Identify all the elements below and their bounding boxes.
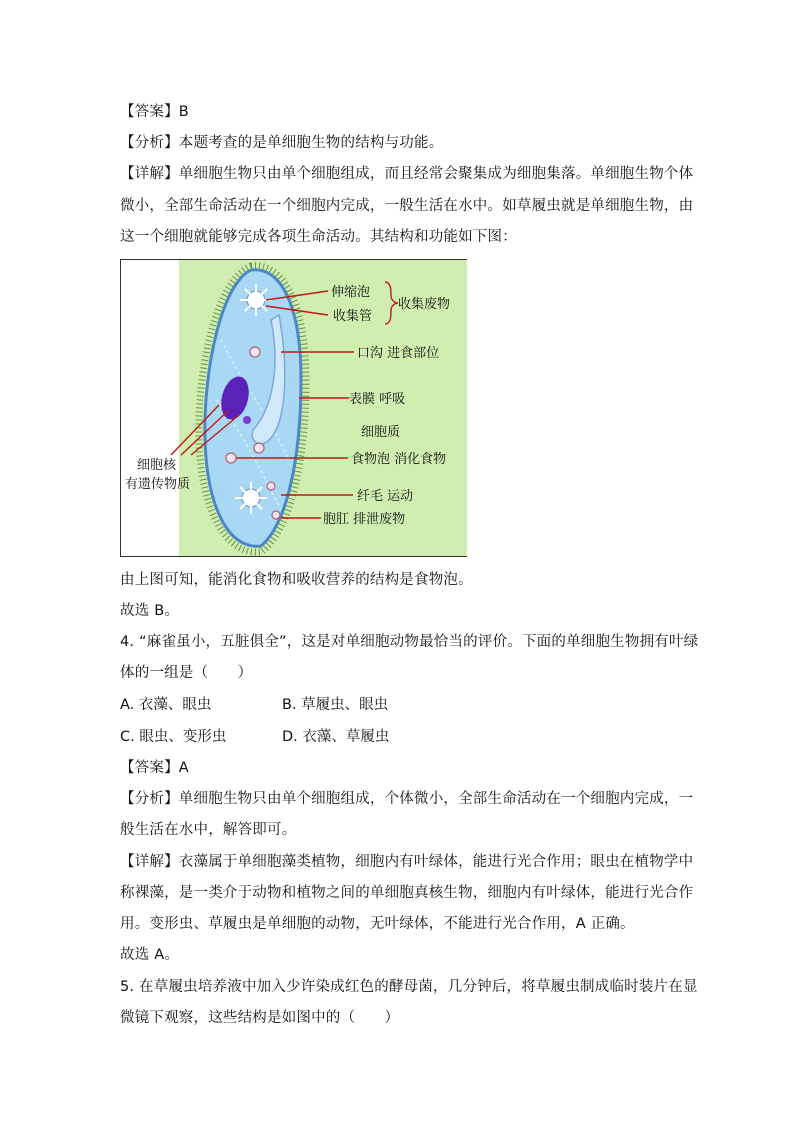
q4-option-d: D. 衣藻、草履虫 [282,729,390,745]
label-pellicle: 表膜 呼吸 [349,392,406,407]
q4-stem-line1: 4. “麻雀虽小，五脏俱全”，这是对单细胞动物最恰当的评价。下面的单细胞生物拥有叶绿 [120,634,699,650]
paramecium-diagram [121,260,467,556]
q3-detail-line3: 这一个细胞就能够完成各项生命活动。其结构和功能如下图： [120,229,517,245]
q3-analysis: 【分析】本题考查的是单细胞生物的结构与功能。 [120,135,444,151]
label-oral-groove: 口沟 进食部位 [357,346,440,361]
label-cytoplasm: 细胞质 [361,425,401,440]
label-genetic-material: 有遗传物质 [125,477,191,492]
paramecium-figure [120,259,467,557]
food-vacuole [254,443,264,453]
label-anal-pore: 胞肛 排泄废物 [323,512,406,527]
food-vacuole [272,511,280,519]
q4-option-b: B. 草履虫、眼虫 [282,697,389,713]
q4-option-a: A. 衣藻、眼虫 [120,697,212,713]
food-vacuole [226,453,236,463]
q5-stem-line2: 微镜下观察，这些结构是如图中的（ ） [120,1010,400,1026]
q4-analysis-line2: 般生活在水中，解答即可。 [120,822,297,838]
label-contractile-vacuole: 伸缩泡 [331,285,371,300]
q4-detail-line2: 称裸藻，是一类介于动物和植物之间的单细胞真核生物，细胞内有叶绿体，能进行光合作 [120,885,694,901]
food-vacuole [250,347,260,357]
micronucleus [243,416,251,424]
q3-choose: 故选 B。 [120,603,180,619]
q4-option-c: C. 眼虫、变形虫 [120,729,227,745]
food-vacuole [267,482,275,490]
q4-choose: 故选 A。 [120,947,180,963]
label-collect-waste: 收集废物 [398,297,451,312]
q3-answer: 【答案】B [120,104,189,120]
label-collecting-canal: 收集管 [333,309,373,324]
q4-analysis-line1: 【分析】单细胞生物只由单个细胞组成，个体微小，全部生命活动在一个细胞内完成，一 [120,791,694,807]
label-food-vacuole: 食物泡 消化食物 [351,452,447,467]
label-cilia: 纤毛 运动 [357,489,414,504]
q3-detail-line2: 微小，全部生命活动在一个细胞内完成，一般生活在水中。如草履虫就是单细胞生物，由 [120,198,694,214]
q4-detail-line1: 【详解】衣藻属于单细胞藻类植物，细胞内有叶绿体，能进行光合作用；眼虫在植物学中 [120,854,694,870]
q3-detail-line1: 【详解】单细胞生物只由单个细胞组成，而且经常会聚集成为细胞集落。单细胞生物个体 [120,166,694,182]
q3-conclusion: 由上图可知，能消化食物和吸收营养的结构是食物泡。 [120,572,473,588]
q4-detail-line3: 用。变形虫、草履虫是单细胞的动物，无叶绿体，不能进行光合作用，A 正确。 [120,916,635,932]
label-nucleus: 细胞核 [137,458,177,473]
q4-stem-line2: 体的一组是（ ） [120,665,253,681]
q5-stem-line1: 5. 在草履虫培养液中加入少许染成红色的酵母菌，几分钟后，将草履虫制成临时装片在显 [120,979,698,995]
q4-answer: 【答案】A [120,760,189,776]
